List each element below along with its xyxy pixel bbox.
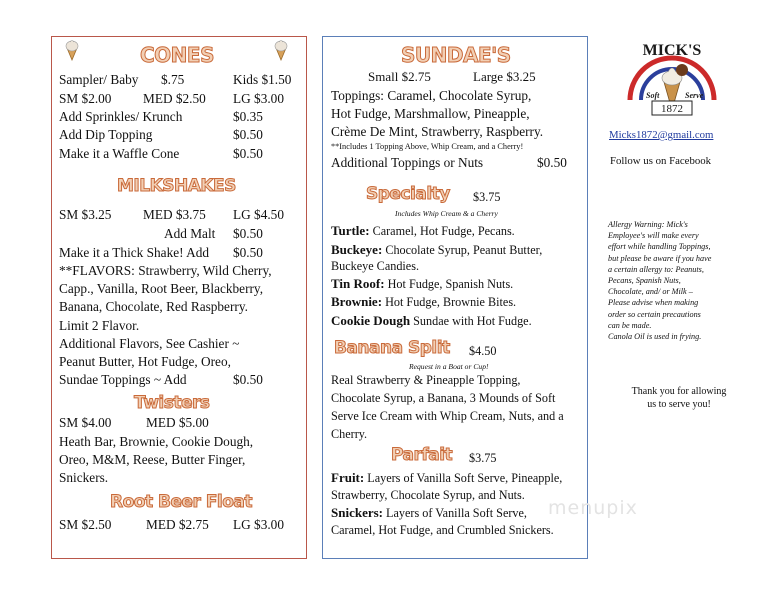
- left-menu-panel: [51, 36, 307, 559]
- sundaes-toppings-line: Crème De Mint, Strawberry, Raspberry.: [331, 124, 544, 139]
- right-sidebar: [604, 36, 754, 559]
- milkshakes-thick-price: $0.50: [233, 245, 263, 260]
- cones-waffle-label: Make it a Waffle Cone: [59, 146, 180, 161]
- allergy-warning: Allergy Warning: Mick's Employee's will make every effort while handling Toppings, but please be aware if you have a certain allergy to: Peanuts, Pecans, Spanish Nuts, Chocolate, and/ or Milk – Please advise when making order so certain precautions can be made. Canola Oil is used in frying.: [608, 220, 712, 342]
- cones-kids-price: Kids $1.50: [233, 72, 292, 87]
- specialty-item: Tin Roof: Hot Fudge, Spanish Nuts.: [331, 276, 514, 291]
- parfait-price: $3.75: [469, 451, 497, 465]
- logo-serve-text: Serve: [685, 91, 704, 100]
- sundaes-includes-note: **Includes 1 Topping Above, Whip Cream, and a Cherry!: [331, 142, 524, 151]
- milkshakes-malt-label: Add Malt: [164, 226, 216, 241]
- parfait-snickers: Snickers: Layers of Vanilla Soft Serve,: [331, 505, 527, 520]
- sundaes-additional-label: Additional Toppings or Nuts: [331, 155, 484, 170]
- parfait-fruit: Fruit: Layers of Vanilla Soft Serve, Pineapple,: [331, 470, 563, 485]
- specialty-item-cont: Buckeye Candies.: [331, 259, 419, 273]
- banana-split-line: Real Strawberry & Pineapple Topping,: [331, 373, 521, 387]
- cones-lg-price: LG $3.00: [233, 91, 284, 106]
- micks-logo: [626, 38, 718, 120]
- twisters-line: Oreo, M&M, Reese, Butter Finger,: [59, 452, 246, 467]
- milkshakes-flavors-line: Banana, Chocolate, Red Raspberry.: [59, 299, 248, 314]
- banana-split-line: Serve Ice Cream with Whip Cream, Nuts, and a: [331, 409, 564, 423]
- ice-cream-cone-icon: [272, 39, 290, 61]
- cones-waffle-price: $0.50: [233, 146, 263, 161]
- sundaes-toppings-line: Hot Fudge, Marshmallow, Pineapple,: [331, 106, 530, 121]
- parfait-snickers-cont: Caramel, Hot Fudge, and Crumbled Snickers.: [331, 523, 554, 537]
- specialty-item: Turtle: Caramel, Hot Fudge, Pecans.: [331, 223, 515, 238]
- specialty-item: Buckeye: Chocolate Syrup, Peanut Butter,: [331, 242, 543, 257]
- milkshakes-lg-price: LG $4.50: [233, 207, 284, 222]
- logo-soft-text: Soft: [646, 91, 660, 100]
- milkshakes-flavors-line: **FLAVORS: Strawberry, Wild Cherry,: [59, 263, 272, 278]
- banana-split-line: Cherry.: [331, 427, 368, 441]
- twisters-line: Snickers.: [59, 470, 109, 485]
- banana-split-price: $4.50: [469, 344, 497, 358]
- milkshakes-flavors-line: Limit 2 Flavor.: [59, 318, 140, 333]
- milkshakes-flavors-line: Additional Flavors, See Cashier ~: [59, 336, 240, 351]
- specialty-price: $3.75: [473, 190, 501, 204]
- milkshakes-toppings-label: Sundae Toppings ~ Add: [59, 372, 187, 387]
- cones-dip-label: Add Dip Topping: [59, 127, 153, 142]
- parfait-title: Parfait: [391, 445, 453, 465]
- cones-sprinkles-label: Add Sprinkles/ Krunch: [59, 109, 183, 124]
- milkshakes-flavors-line: Capp., Vanilla, Root Beer, Blackberry,: [59, 281, 264, 296]
- sundaes-large-price: Large $3.25: [473, 69, 536, 84]
- parfait-fruit-cont: Strawberry, Chocolate Syrup, and Nuts.: [331, 488, 525, 502]
- specialty-title: Specialty: [366, 184, 450, 204]
- milkshakes-sm-price: SM $3.25: [59, 207, 112, 222]
- twisters-med-price: MED $5.00: [146, 415, 209, 430]
- milkshakes-flavors-line: Peanut Butter, Hot Fudge, Oreo,: [59, 354, 231, 369]
- specialty-item: Brownie: Hot Fudge, Brownie Bites.: [331, 294, 517, 309]
- milkshakes-title: MILKSHAKES: [117, 176, 236, 196]
- cones-sprinkles-price: $0.35: [233, 109, 263, 124]
- cones-dip-price: $0.50: [233, 127, 263, 142]
- banana-split-line: Chocolate Syrup, a Banana, 3 Mounds of Soft: [331, 391, 556, 405]
- email-link[interactable]: Micks1872@gmail.com: [609, 129, 714, 141]
- sundaes-additional-price: $0.50: [537, 155, 567, 170]
- middle-menu-panel: [322, 36, 588, 559]
- logo-top-text: MICK'S: [642, 42, 702, 59]
- facebook-text: Follow us on Facebook: [610, 155, 712, 167]
- sundaes-toppings-line: Toppings: Caramel, Chocolate Syrup,: [331, 88, 532, 103]
- sundaes-title: SUNDAE'S: [401, 43, 511, 67]
- twisters-title: Twisters: [134, 393, 210, 413]
- banana-split-note: Request in a Boat or Cup!: [409, 362, 489, 371]
- cones-sm-price: SM $2.00: [59, 91, 112, 106]
- thank-you-note: Thank you for allowing us to serve you!: [631, 386, 727, 410]
- milkshakes-toppings-price: $0.50: [233, 372, 263, 387]
- specialty-item: Cookie Dough Sundae with Hot Fudge.: [331, 313, 532, 328]
- specialty-note: Includes Whip Cream & a Cherry: [395, 209, 498, 218]
- root-beer-float-title: Root Beer Float: [110, 492, 253, 512]
- cones-sampler-price: $.75: [161, 72, 185, 87]
- milkshakes-malt-price: $0.50: [233, 226, 263, 241]
- menupix-watermark: menupix: [548, 497, 638, 519]
- milkshakes-thick-label: Make it a Thick Shake! Add: [59, 245, 210, 260]
- twisters-sm-price: SM $4.00: [59, 415, 112, 430]
- milkshakes-med-price: MED $3.75: [143, 207, 206, 222]
- rootbeer-sm-price: SM $2.50: [59, 517, 112, 532]
- ice-cream-cone-icon: [63, 39, 81, 61]
- banana-split-title: Banana Split: [334, 338, 450, 358]
- logo-year-text: 1872: [661, 103, 683, 115]
- sundaes-small-price: Small $2.75: [368, 69, 431, 84]
- rootbeer-lg-price: LG $3.00: [233, 517, 284, 532]
- cones-med-price: MED $2.50: [143, 91, 206, 106]
- twisters-line: Heath Bar, Brownie, Cookie Dough,: [59, 434, 254, 449]
- cones-sampler-label: Sampler/ Baby: [59, 72, 139, 87]
- cones-title: CONES: [140, 43, 214, 67]
- rootbeer-med-price: MED $2.75: [146, 517, 209, 532]
